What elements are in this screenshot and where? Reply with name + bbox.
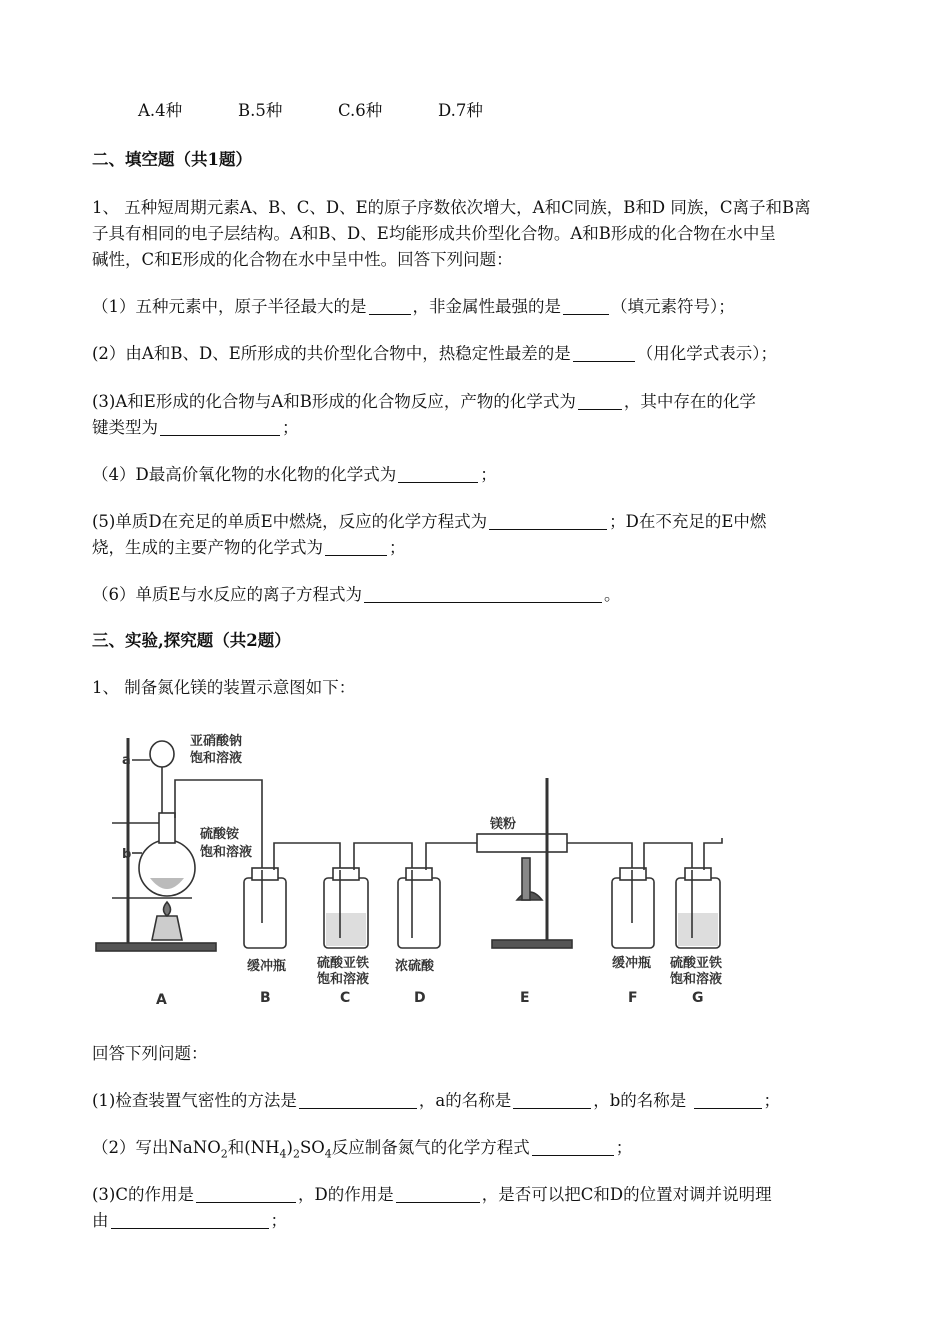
answer-blank[interactable] bbox=[513, 1090, 591, 1109]
exp-part1: (1)检查装置气密性的方法是 ，a的名称是 ，b的名称是 ； bbox=[92, 1091, 781, 1110]
caption-c-line1: 硫酸亚铁 bbox=[317, 956, 370, 971]
answer-blank[interactable] bbox=[364, 584, 602, 603]
answer-blank[interactable] bbox=[563, 296, 609, 315]
exp-part3-line1: (3)C的作用是 ，D的作用是 ，是否可以把C和D的位置对调并说明理 bbox=[92, 1185, 772, 1204]
answer-blank[interactable] bbox=[325, 537, 387, 556]
label-b: b bbox=[122, 847, 132, 862]
answer-blank[interactable] bbox=[694, 1090, 762, 1109]
letter-a: A bbox=[156, 992, 167, 1008]
stand-base-e bbox=[492, 940, 572, 948]
exp-part2: （2）写出NaNO$_2$和$(NH_4)_2SO_4$反应制备氮气的化学方程式 ； bbox=[92, 1138, 633, 1161]
q1-stem-line3: 碱性，C和E形成的化合物在水中呈中性。回答下列问题： bbox=[92, 250, 513, 269]
caption-f: 缓冲瓶 bbox=[612, 956, 652, 971]
caption-g-line1: 硫酸亚铁 bbox=[670, 956, 723, 971]
answer-blank[interactable] bbox=[160, 417, 280, 436]
q1-part4: （4）D最高价氧化物的水化物的化学式为 ； bbox=[92, 465, 497, 484]
label-nh4-line2: 饱和溶液 bbox=[200, 845, 253, 860]
bottle-b bbox=[244, 878, 286, 948]
q1-part1: （1）五种元素中，原子半径最大的是 ，非金属性最强的是 （填元素符号）； bbox=[92, 297, 735, 316]
answer-options bbox=[138, 98, 538, 124]
q1-part3-line1: (3)A和E形成的化合物与A和B形成的化合物反应，产物的化学式为 ，其中存在的化学 bbox=[92, 392, 756, 411]
answer-blank[interactable] bbox=[398, 464, 478, 483]
tube-b-c bbox=[274, 843, 340, 870]
letter-d: D bbox=[414, 990, 426, 1006]
option-b[interactable]: B.5种 bbox=[238, 101, 283, 120]
exp-part3-line2: 由 ； bbox=[92, 1211, 287, 1230]
alcohol-lamp-a bbox=[152, 916, 182, 940]
label-mg-powder: 镁粉 bbox=[490, 817, 517, 832]
q1-stem-line1: 1、 五种短周期元素A、B、C、D、E的原子序数依次增大，A和C同族，B和D 同族，C离子和B离 bbox=[92, 198, 811, 217]
letter-g: G bbox=[692, 990, 704, 1006]
option-c[interactable]: C.6种 bbox=[338, 101, 383, 120]
letter-f: F bbox=[628, 990, 638, 1006]
label-nano2-line1: 亚硝酸钠 bbox=[190, 734, 243, 749]
letter-c: C bbox=[340, 990, 351, 1006]
bottle-f bbox=[612, 878, 654, 948]
q1-part5-line1: (5)单质D在充足的单质E中燃烧，反应的化学方程式为 ；D在不充足的E中燃 bbox=[92, 512, 767, 531]
q1-part2: (2）由A和B、D、E所形成的共价型化合物中，热稳定性最差的是 （用化学式表示）； bbox=[92, 344, 777, 363]
q1-part5-line2: 烧，生成的主要产物的化学式为 ； bbox=[92, 538, 406, 557]
letter-e: E bbox=[520, 990, 530, 1006]
answer-intro: 回答下列问题： bbox=[92, 1044, 208, 1063]
stand-base-a bbox=[96, 943, 216, 951]
caption-d: 浓硫酸 bbox=[395, 959, 435, 974]
tube-f-g bbox=[644, 843, 692, 870]
answer-blank[interactable] bbox=[196, 1184, 296, 1203]
label-nano2-line2: 饱和溶液 bbox=[190, 751, 243, 766]
answer-blank[interactable] bbox=[369, 296, 411, 315]
tube-e-f bbox=[567, 843, 632, 870]
label-a: a bbox=[122, 753, 131, 768]
bottle-d bbox=[398, 878, 440, 948]
section3-heading: 三、实验,探究题（共2题） bbox=[92, 631, 291, 650]
q1-part6: （6）单质E与水反应的离子方程式为 。 bbox=[92, 585, 621, 604]
label-nh4-line1: 硫酸铵 bbox=[200, 827, 240, 842]
option-a[interactable]: A.4种 bbox=[138, 101, 183, 120]
answer-blank[interactable] bbox=[396, 1184, 480, 1203]
apparatus-diagram bbox=[92, 718, 732, 1018]
q1-stem-line2: 子具有相同的电子层结构。A和B、D、E均能形成共价型化合物。A和B形成的化合物在水中呈 bbox=[92, 224, 776, 243]
answer-blank[interactable] bbox=[578, 391, 622, 410]
answer-blank[interactable] bbox=[111, 1210, 269, 1229]
caption-g-line2: 饱和溶液 bbox=[670, 972, 723, 987]
caption-c-line2: 饱和溶液 bbox=[317, 972, 370, 987]
section2-heading: 二、填空题（共1题） bbox=[92, 150, 252, 169]
experiment-intro: 1、 制备氮化镁的装置示意图如下： bbox=[92, 678, 356, 697]
answer-blank[interactable] bbox=[532, 1137, 614, 1156]
q1-part3-line2: 键类型为 ； bbox=[92, 418, 299, 437]
answer-blank[interactable] bbox=[573, 343, 635, 362]
answer-blank[interactable] bbox=[489, 511, 607, 530]
tube-d-e bbox=[426, 843, 477, 870]
option-d[interactable]: D.7种 bbox=[438, 101, 483, 120]
letter-b: B bbox=[260, 990, 271, 1006]
caption-b: 缓冲瓶 bbox=[247, 959, 287, 974]
answer-blank[interactable] bbox=[299, 1090, 417, 1109]
separatory-funnel-a bbox=[150, 741, 174, 767]
combustion-tube-e bbox=[477, 834, 567, 852]
tube-c-d bbox=[354, 843, 412, 870]
